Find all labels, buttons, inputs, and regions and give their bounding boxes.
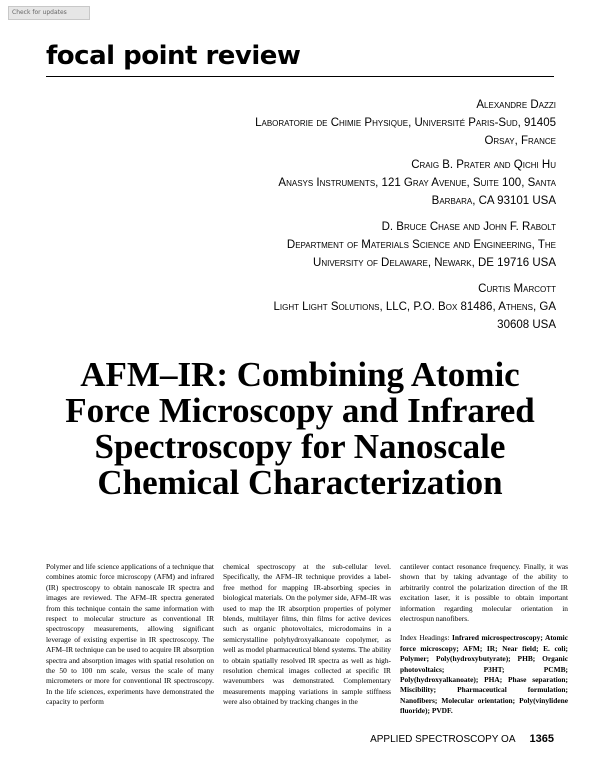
author-block-4: [176, 280, 556, 334]
title-line: AFM–IR: Combining Atomic: [80, 355, 520, 394]
affiliation-line: Laboratorie de Chimie Physique, Université Paris-Sud, 91405: [255, 117, 556, 129]
affiliation-line: Anasys Instruments, 121 Gray Avenue, Suite 100, Santa: [278, 177, 556, 189]
author-block-1: [176, 96, 556, 150]
index-headings: [400, 633, 568, 716]
section-label: focal point review: [46, 41, 301, 71]
affiliation-line: Barbara, CA 93101 USA: [431, 195, 556, 207]
section-divider: [46, 76, 554, 77]
affiliation-line: 30608 USA: [497, 319, 556, 331]
author-names: Alexandre Dazzi: [476, 99, 556, 111]
index-headings-label: Index Headings:: [400, 633, 450, 643]
author-names: Craig B. Prater and Qichi Hu: [411, 159, 556, 171]
index-headings-text: Infrared microspectroscopy; Atomic force microscopy; AFM; IR; Near field; E. coli; Polymer; Poly(hydroxybutyrate); PHB; Organic photovoltaics; P3HT; PCMB; Poly(hydroxyalkanoate); PHA; Phase separation; Miscibility; Pharmaceutical formulation; Nanofibers; Molecular orientation; Poly(vinylidene fluoride); PVDF.: [400, 633, 568, 716]
title-line: Spectroscopy for Nanoscale: [94, 427, 506, 466]
affiliation-line: University of Delaware, Newark, DE 19716 USA: [313, 257, 556, 269]
author-names: D. Bruce Chase and John F. Rabolt: [381, 221, 556, 233]
abstract-text: chemical spectroscopy at the sub-cellular level. Specifically, the AFM–IR technique provides a label-free method for mapping IR-absorbing species in biological materials. On the polymer side, AFM–IR was used to map the IR absorption properties of polymer blends, multilayer films, thin films for active devices such as organic photovoltaics, microdomains in a semicrystalline polyhydroxyalkanoate copolymer, as well as model pharmaceutical blend systems. The ability to obtain spatially resolved IR spectra as well as high-resolution chemical images collected at specific IR wavenumbers was demonstrated. Complementary measurements mapping variations in sample stiffness were also obtained by tracking changes in the: [223, 562, 391, 707]
check-for-updates-badge[interactable]: Check for updates: [8, 6, 90, 20]
title-line: Force Microscopy and Infrared: [65, 391, 535, 430]
abstract-text: Polymer and life science applications of a technique that combines atomic force microscopy (AFM) and infrared (IR) spectroscopy to obtain nanoscale IR spectra and images are reviewed. The AFM–IR spectra generated from this technique contain the same information with respect to molecular structure as conventional IR spectroscopy measurements, allowing significant leverage of existing expertise in IR spectroscopy. The AFM–IR technique can be used to acquire IR absorption spectra and absorption images with spatial resolution on the 50 to 100 nm scale, versus the scale of many micrometers or more for conventional IR spectroscopy. In the life sciences, experiments have demonstrated the capacity to perform: [46, 562, 214, 707]
journal-name: APPLIED SPECTROSCOPY OA: [370, 734, 516, 745]
affiliation-line: Orsay, France: [484, 135, 556, 147]
abstract-column-1: [46, 562, 214, 708]
author-block-3: [176, 218, 556, 272]
affiliation-line: Light Light Solutions, LLC, P.O. Box 81486, Athens, GA: [273, 301, 556, 313]
affiliation-line: Department of Materials Science and Engineering, The: [286, 239, 556, 251]
title-line: Chemical Characterization: [97, 463, 503, 502]
page-number: 1365: [529, 733, 554, 745]
article-title: [40, 357, 560, 501]
author-block-2: [176, 156, 556, 210]
author-names: Curtis Marcott: [478, 283, 556, 295]
abstract-column-2: [223, 562, 391, 708]
abstract-text: cantilever contact resonance frequency. Finally, it was shown that by taking advantage of the ability to arbitrarily control the polarization direction of the IR excitation laser, it is possible to obtain important information regarding molecular orientation in electrospun nanofibers.: [400, 562, 568, 624]
abstract-column-3: [400, 562, 568, 717]
page-footer: [370, 733, 554, 745]
